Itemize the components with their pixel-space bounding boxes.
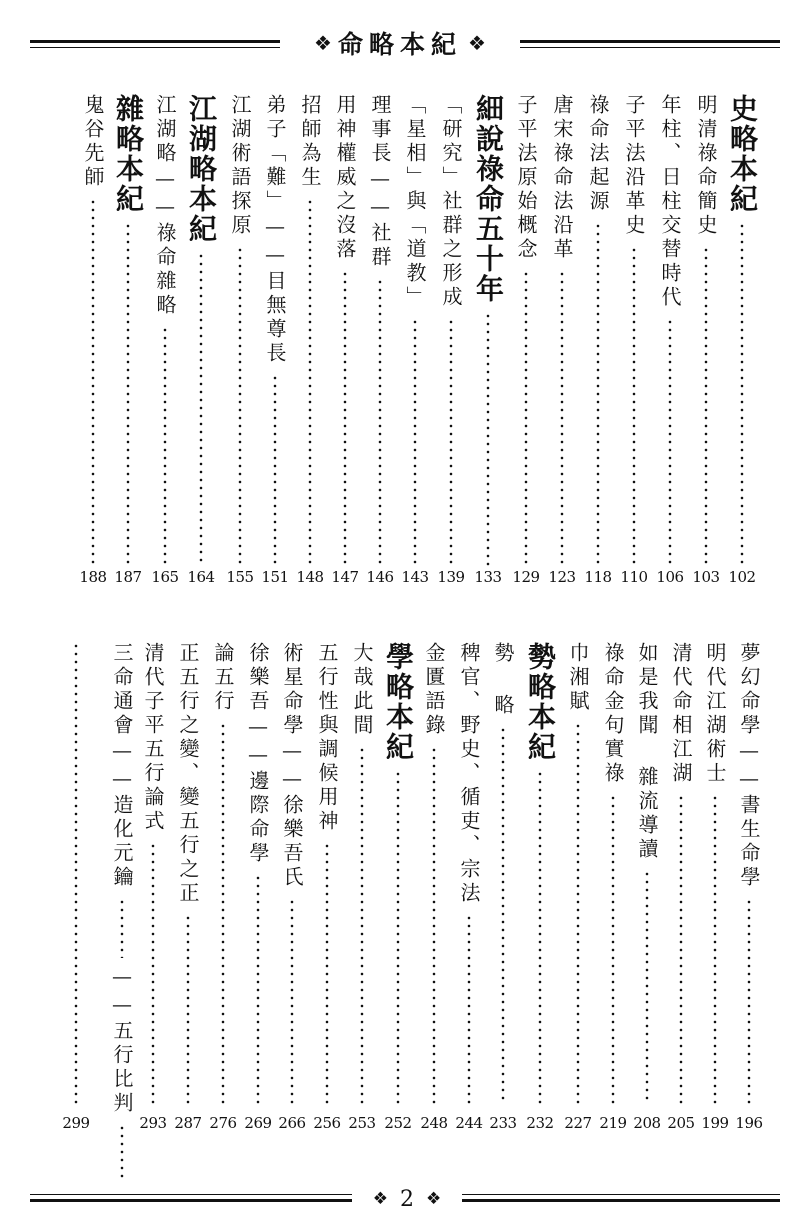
- entry-page-number: 155: [226, 568, 254, 586]
- leader-dots: [343, 270, 347, 566]
- leader-dots: [91, 198, 95, 566]
- entry-title: 稗官、野史、循吏、宗法: [457, 642, 481, 906]
- leader-dots: [449, 318, 453, 566]
- entry-title: 三命通會——造化元鑰: [110, 642, 134, 890]
- entry-page-number: 147: [331, 568, 359, 586]
- entry-page-number: 103: [692, 568, 720, 586]
- ornament-left-icon: ❖: [314, 31, 332, 55]
- entry-title-continued: ——五行比判: [110, 964, 134, 1116]
- toc-entry: [564, 642, 592, 1104]
- entry-page-number: 118: [584, 568, 612, 586]
- entry-page-number: 102: [728, 568, 756, 586]
- leader-dots: [467, 914, 471, 1104]
- toc-entry: [455, 642, 483, 1104]
- entry-title: 子平法沿革史: [622, 94, 646, 238]
- entry-page-number: 110: [620, 568, 648, 586]
- entry-page-number: 199: [701, 1114, 729, 1132]
- ornament-right-icon: ❖: [468, 31, 486, 55]
- entry-page-number: 123: [548, 568, 576, 586]
- entry-title: 金匱語錄: [422, 642, 446, 738]
- entry-title: 雜略本紀: [112, 94, 145, 214]
- entry-title: 細說祿命五十年: [472, 94, 505, 304]
- entry-title: 明清祿命簡史: [694, 94, 718, 238]
- leader-dots: [378, 278, 382, 566]
- entry-title: 勢略本紀: [524, 642, 557, 762]
- entry-title: 清代子平五行論式: [141, 642, 165, 834]
- entry-title: 如是我聞 雜流導讀: [635, 642, 659, 862]
- toc-entry: [633, 642, 661, 1104]
- toc-entry: [437, 94, 465, 566]
- leader-dots: [501, 726, 505, 1104]
- toc-entry: [599, 642, 627, 1104]
- toc-entry: [735, 642, 763, 1104]
- leader-dots: [645, 870, 649, 1104]
- toc-entry: [226, 94, 254, 566]
- entry-page-number: 164: [187, 568, 215, 586]
- entry-title: 子平法原始概念: [514, 94, 538, 262]
- leader-dots: [596, 222, 600, 566]
- entry-title: 清代命相江湖: [669, 642, 693, 786]
- entry-title: 弟子「難」——目無尊長: [263, 94, 287, 366]
- toc-section-entry: [472, 94, 505, 566]
- toc-entry: [79, 94, 107, 566]
- ornament-left-icon: ❖: [372, 1188, 388, 1209]
- entry-page-number: 299: [62, 1114, 90, 1132]
- entry-page-number: 187: [114, 568, 142, 586]
- entry-title: 大哉此間: [350, 642, 374, 738]
- entry-page-number: 188: [79, 568, 107, 586]
- entry-page-number: 106: [656, 568, 684, 586]
- leader-dots: [273, 374, 277, 566]
- entry-title: 年柱、日柱交替時代: [658, 94, 682, 310]
- toc-entry: [667, 642, 695, 1104]
- toc-entry: [108, 642, 136, 1116]
- toc-entry: [296, 94, 324, 566]
- toc-entry: [548, 94, 576, 566]
- entry-page-number: 219: [599, 1114, 627, 1132]
- entry-page-number: 196: [735, 1114, 763, 1132]
- toc-entry: [701, 642, 729, 1104]
- leader-dots: [576, 722, 580, 1104]
- leader-dots: [360, 746, 364, 1104]
- entry-title: 祿命金句實祿: [601, 642, 625, 786]
- leader-dots: [740, 222, 744, 566]
- leader-dots: [74, 642, 78, 1104]
- entry-page-number: 233: [489, 1114, 517, 1132]
- entry-title: 唐宋祿命法沿革: [550, 94, 574, 262]
- entry-page-number: 276: [209, 1114, 237, 1132]
- leader-dots: [632, 246, 636, 566]
- entry-title: 江湖略本紀: [185, 94, 218, 244]
- toc-entry: [420, 642, 448, 1104]
- leader-dots: [611, 794, 615, 1104]
- entry-title: 徐樂吾——邊際命學: [246, 642, 270, 866]
- entry-page-number: 227: [564, 1114, 592, 1132]
- entry-page-number: 256: [313, 1114, 341, 1132]
- toc-section-entry: [524, 642, 557, 1104]
- toc-entry: [489, 642, 517, 1104]
- toc-entry: [656, 94, 684, 566]
- entry-title: 鬼谷先師: [81, 94, 105, 190]
- leader-dots: [186, 914, 190, 1104]
- toc-entry: [512, 94, 540, 566]
- entry-page-number: 205: [667, 1114, 695, 1132]
- entry-title: 學略本紀: [382, 642, 415, 762]
- toc-entry: [244, 642, 272, 1104]
- leader-dots: [120, 1124, 124, 1179]
- entry-title: 江湖略——祿命雜略: [153, 94, 177, 318]
- toc-section-entry: [185, 94, 218, 566]
- running-header: [280, 28, 520, 58]
- entry-title: 史略本紀: [726, 94, 759, 214]
- leader-dots: [679, 794, 683, 1104]
- entry-title: 理事長——社群: [368, 94, 392, 270]
- toc-entry: [692, 94, 720, 566]
- entry-title: 祿命法起源: [586, 94, 610, 214]
- leader-dots: [199, 252, 203, 566]
- entry-page-number: 139: [437, 568, 465, 586]
- entry-title: 巾湘賦: [566, 642, 590, 714]
- entry-page-number: 165: [151, 568, 179, 586]
- toc-entry: [584, 94, 612, 566]
- toc-entry: [174, 642, 202, 1104]
- toc-entry: [151, 94, 179, 566]
- leader-dots: [668, 318, 672, 566]
- leader-dots: [151, 842, 155, 1104]
- entry-page-number: 269: [244, 1114, 272, 1132]
- entry-title: 用神權威之沒落: [333, 94, 357, 262]
- entry-title: 夢幻命學——書生命學: [737, 642, 761, 890]
- entry-page-number: 151: [261, 568, 289, 586]
- entry-page-number: 148: [296, 568, 324, 586]
- leader-dots: [126, 222, 130, 566]
- toc-entry: [348, 642, 376, 1104]
- toc-entry: [139, 642, 167, 1104]
- entry-title: 正五行之變、變五行之正: [176, 642, 200, 906]
- entry-title: 明代江湖術士: [703, 642, 727, 786]
- page-footer: [352, 1186, 462, 1212]
- toc-entry: [278, 642, 306, 1104]
- entry-title: 江湖術語探原: [228, 94, 252, 238]
- entry-page-number: 252: [384, 1114, 412, 1132]
- leader-dots: [308, 198, 312, 566]
- toc-entry-continued-leader: [62, 642, 90, 1104]
- leader-dots: [120, 898, 124, 958]
- entry-title: 術星命學——徐樂吾氏: [280, 642, 304, 890]
- leader-dots: [524, 270, 528, 566]
- leader-dots: [325, 842, 329, 1104]
- page-number: 2: [400, 1186, 414, 1212]
- leader-dots: [413, 318, 417, 566]
- entry-page-number: 244: [455, 1114, 483, 1132]
- toc-entry: [620, 94, 648, 566]
- toc-entry: [313, 642, 341, 1104]
- entry-title: 勢 略: [491, 642, 515, 718]
- leader-dots: [538, 770, 542, 1104]
- entry-page-number: 253: [348, 1114, 376, 1132]
- leader-dots: [560, 270, 564, 566]
- toc-entry: [209, 642, 237, 1104]
- entry-title: 「星相」與「道教」: [403, 94, 427, 310]
- leader-dots: [163, 326, 167, 566]
- entry-page-number: 287: [174, 1114, 202, 1132]
- toc-entry: [331, 94, 359, 566]
- entry-page-number: 208: [633, 1114, 661, 1132]
- entry-page-number: 129: [512, 568, 540, 586]
- entry-title: 論五行: [211, 642, 235, 714]
- toc-section-entry: [382, 642, 415, 1104]
- entry-page-number: 293: [139, 1114, 167, 1132]
- entry-page-number: 266: [278, 1114, 306, 1132]
- leader-dots: [432, 746, 436, 1104]
- leader-dots: [221, 722, 225, 1104]
- leader-dots: [713, 794, 717, 1104]
- leader-dots: [396, 770, 400, 1104]
- toc-section-entry: [726, 94, 759, 566]
- leader-dots: [256, 874, 260, 1104]
- entry-title: 招師為生: [298, 94, 322, 190]
- entry-page-number: 133: [474, 568, 502, 586]
- leader-dots: [486, 312, 490, 566]
- toc-entry: [401, 94, 429, 566]
- entry-page-number: 232: [526, 1114, 554, 1132]
- toc-section-entry: [112, 94, 145, 566]
- entry-title: 「研究」社群之形成: [439, 94, 463, 310]
- leader-dots: [747, 898, 751, 1104]
- leader-dots: [238, 246, 242, 566]
- toc-entry: [366, 94, 394, 566]
- entry-page-number: 248: [420, 1114, 448, 1132]
- entry-title: 五行性與調候用神: [315, 642, 339, 834]
- ornament-right-icon: ❖: [426, 1188, 442, 1209]
- entry-page-number: 143: [401, 568, 429, 586]
- leader-dots: [704, 246, 708, 566]
- leader-dots: [290, 898, 294, 1104]
- entry-page-number: 146: [366, 568, 394, 586]
- toc-entry: [261, 94, 289, 566]
- running-header-title: 命略本紀: [337, 30, 462, 59]
